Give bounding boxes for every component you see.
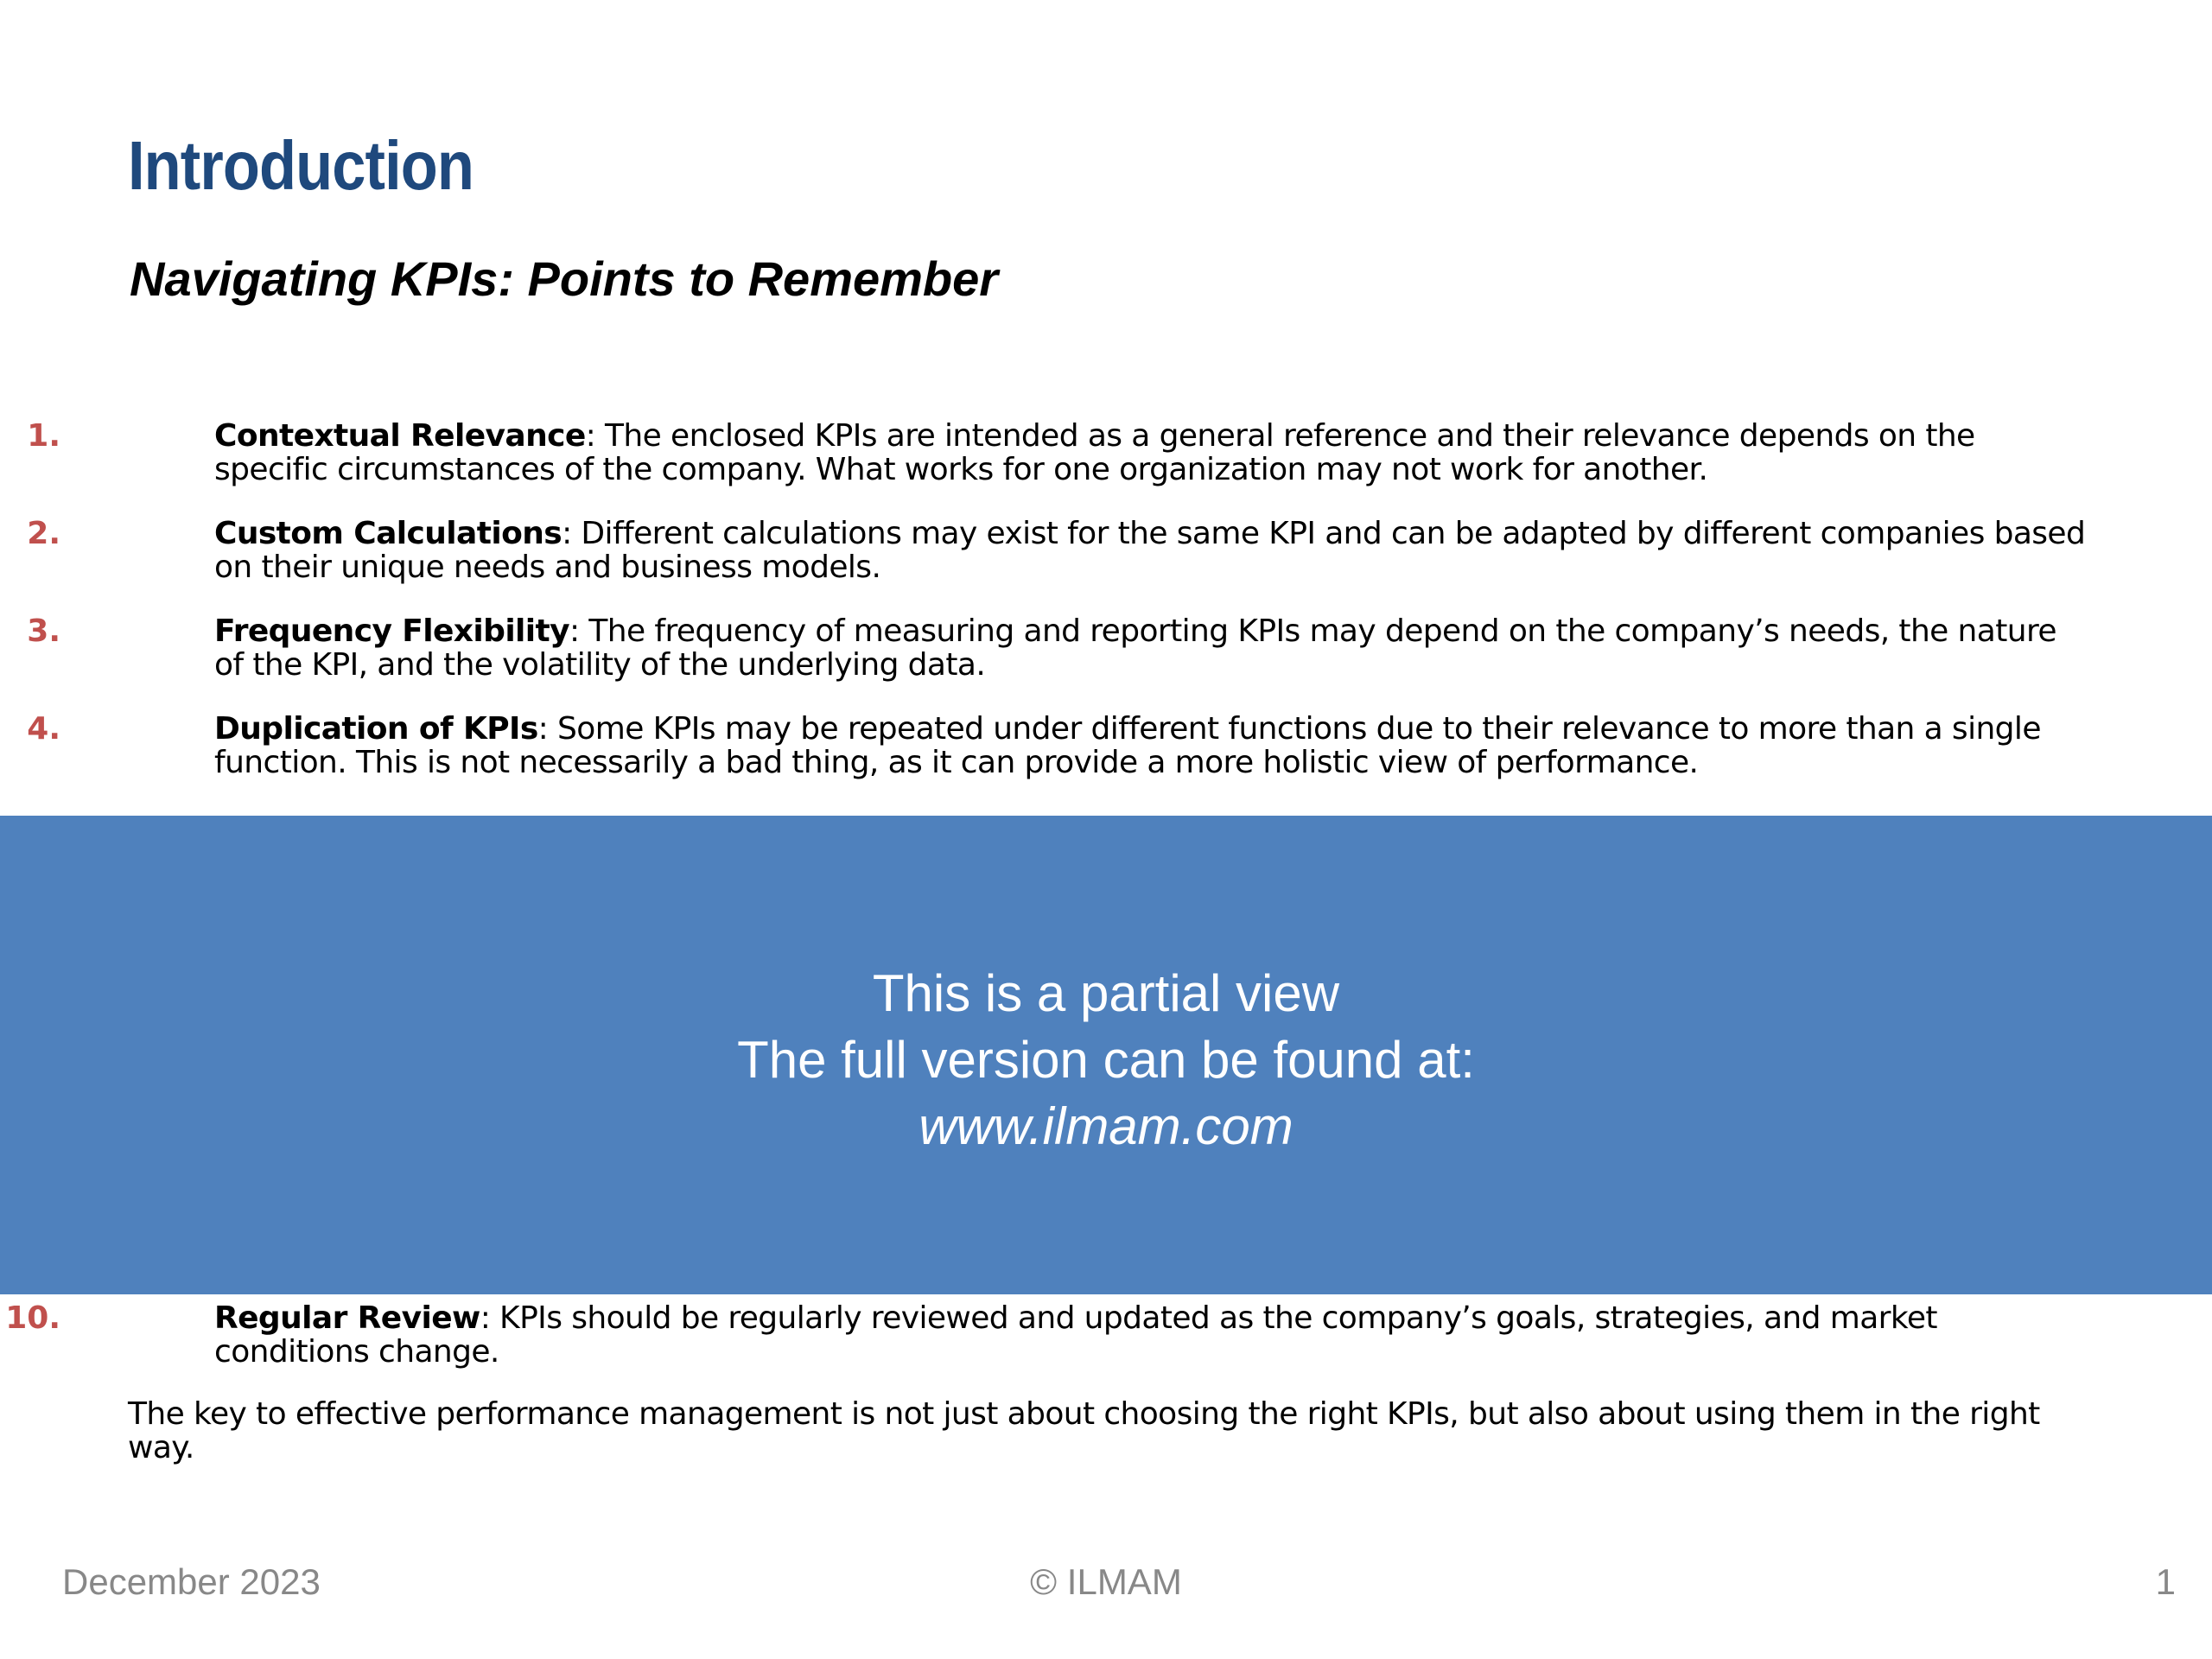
closing-statement: The key to effective performance management is not just about choosing the right KPIs, but also about using them in the right way. <box>128 1396 2040 1465</box>
slide-title: Introduction <box>128 127 474 204</box>
footer-copyright: © ILMAM <box>1030 1561 1182 1602</box>
list-item-term: Regular Review <box>214 1300 480 1336</box>
list-item-body <box>214 614 2089 682</box>
list-item-term: Custom Calculations <box>214 516 563 551</box>
list-item-body <box>214 712 2089 779</box>
list-item-number: 2. <box>27 516 60 551</box>
list-item-number: 4. <box>27 711 60 747</box>
overlay-full-version-note: The full version can be found at: <box>737 1031 1475 1089</box>
list-item-term: Duplication of KPIs <box>214 711 538 747</box>
list-item-number: 3. <box>27 613 60 649</box>
list-item-body <box>214 1301 2089 1369</box>
list-item-term: Contextual Relevance <box>214 418 586 454</box>
list-item-number: 1. <box>27 418 60 454</box>
list-item-body <box>214 419 2089 486</box>
footer-date: December 2023 <box>62 1561 321 1602</box>
partial-view-overlay <box>0 816 2212 1294</box>
footer-page-number: 1 <box>2155 1561 2176 1602</box>
list-item-description: : The frequency of measuring and reporting KPIs may depend on the company’s needs, the nature of the KPI, and the volatility of the underlying data. <box>214 613 2056 683</box>
overlay-url: www.ilmam.com <box>918 1097 1294 1155</box>
overlay-message: This is a partial view <box>872 964 1340 1022</box>
list-item-term: Frequency Flexibility <box>214 613 570 649</box>
list-item-number: 10. <box>5 1300 60 1336</box>
slide-subtitle: Navigating KPIs: Points to Remember <box>130 251 999 306</box>
list-item-description: : Different calculations may exist for the same KPI and can be adapted by different companies based on their unique needs and business models. <box>214 516 2086 585</box>
list-item-description: : Some KPIs may be repeated under different functions due to their relevance to more than a single function. This is not necessarily a bad thing, as it can provide a more holistic view of performance. <box>214 711 2041 780</box>
list-item-description: : KPIs should be regularly reviewed and updated as the company’s goals, strategies, and market conditions change. <box>214 1300 1937 1370</box>
list-item-description: : The enclosed KPIs are intended as a general reference and their relevance depends on the specific circumstances of the company. What works for one organization may not work for another. <box>214 418 1975 487</box>
list-item-body <box>214 517 2089 584</box>
